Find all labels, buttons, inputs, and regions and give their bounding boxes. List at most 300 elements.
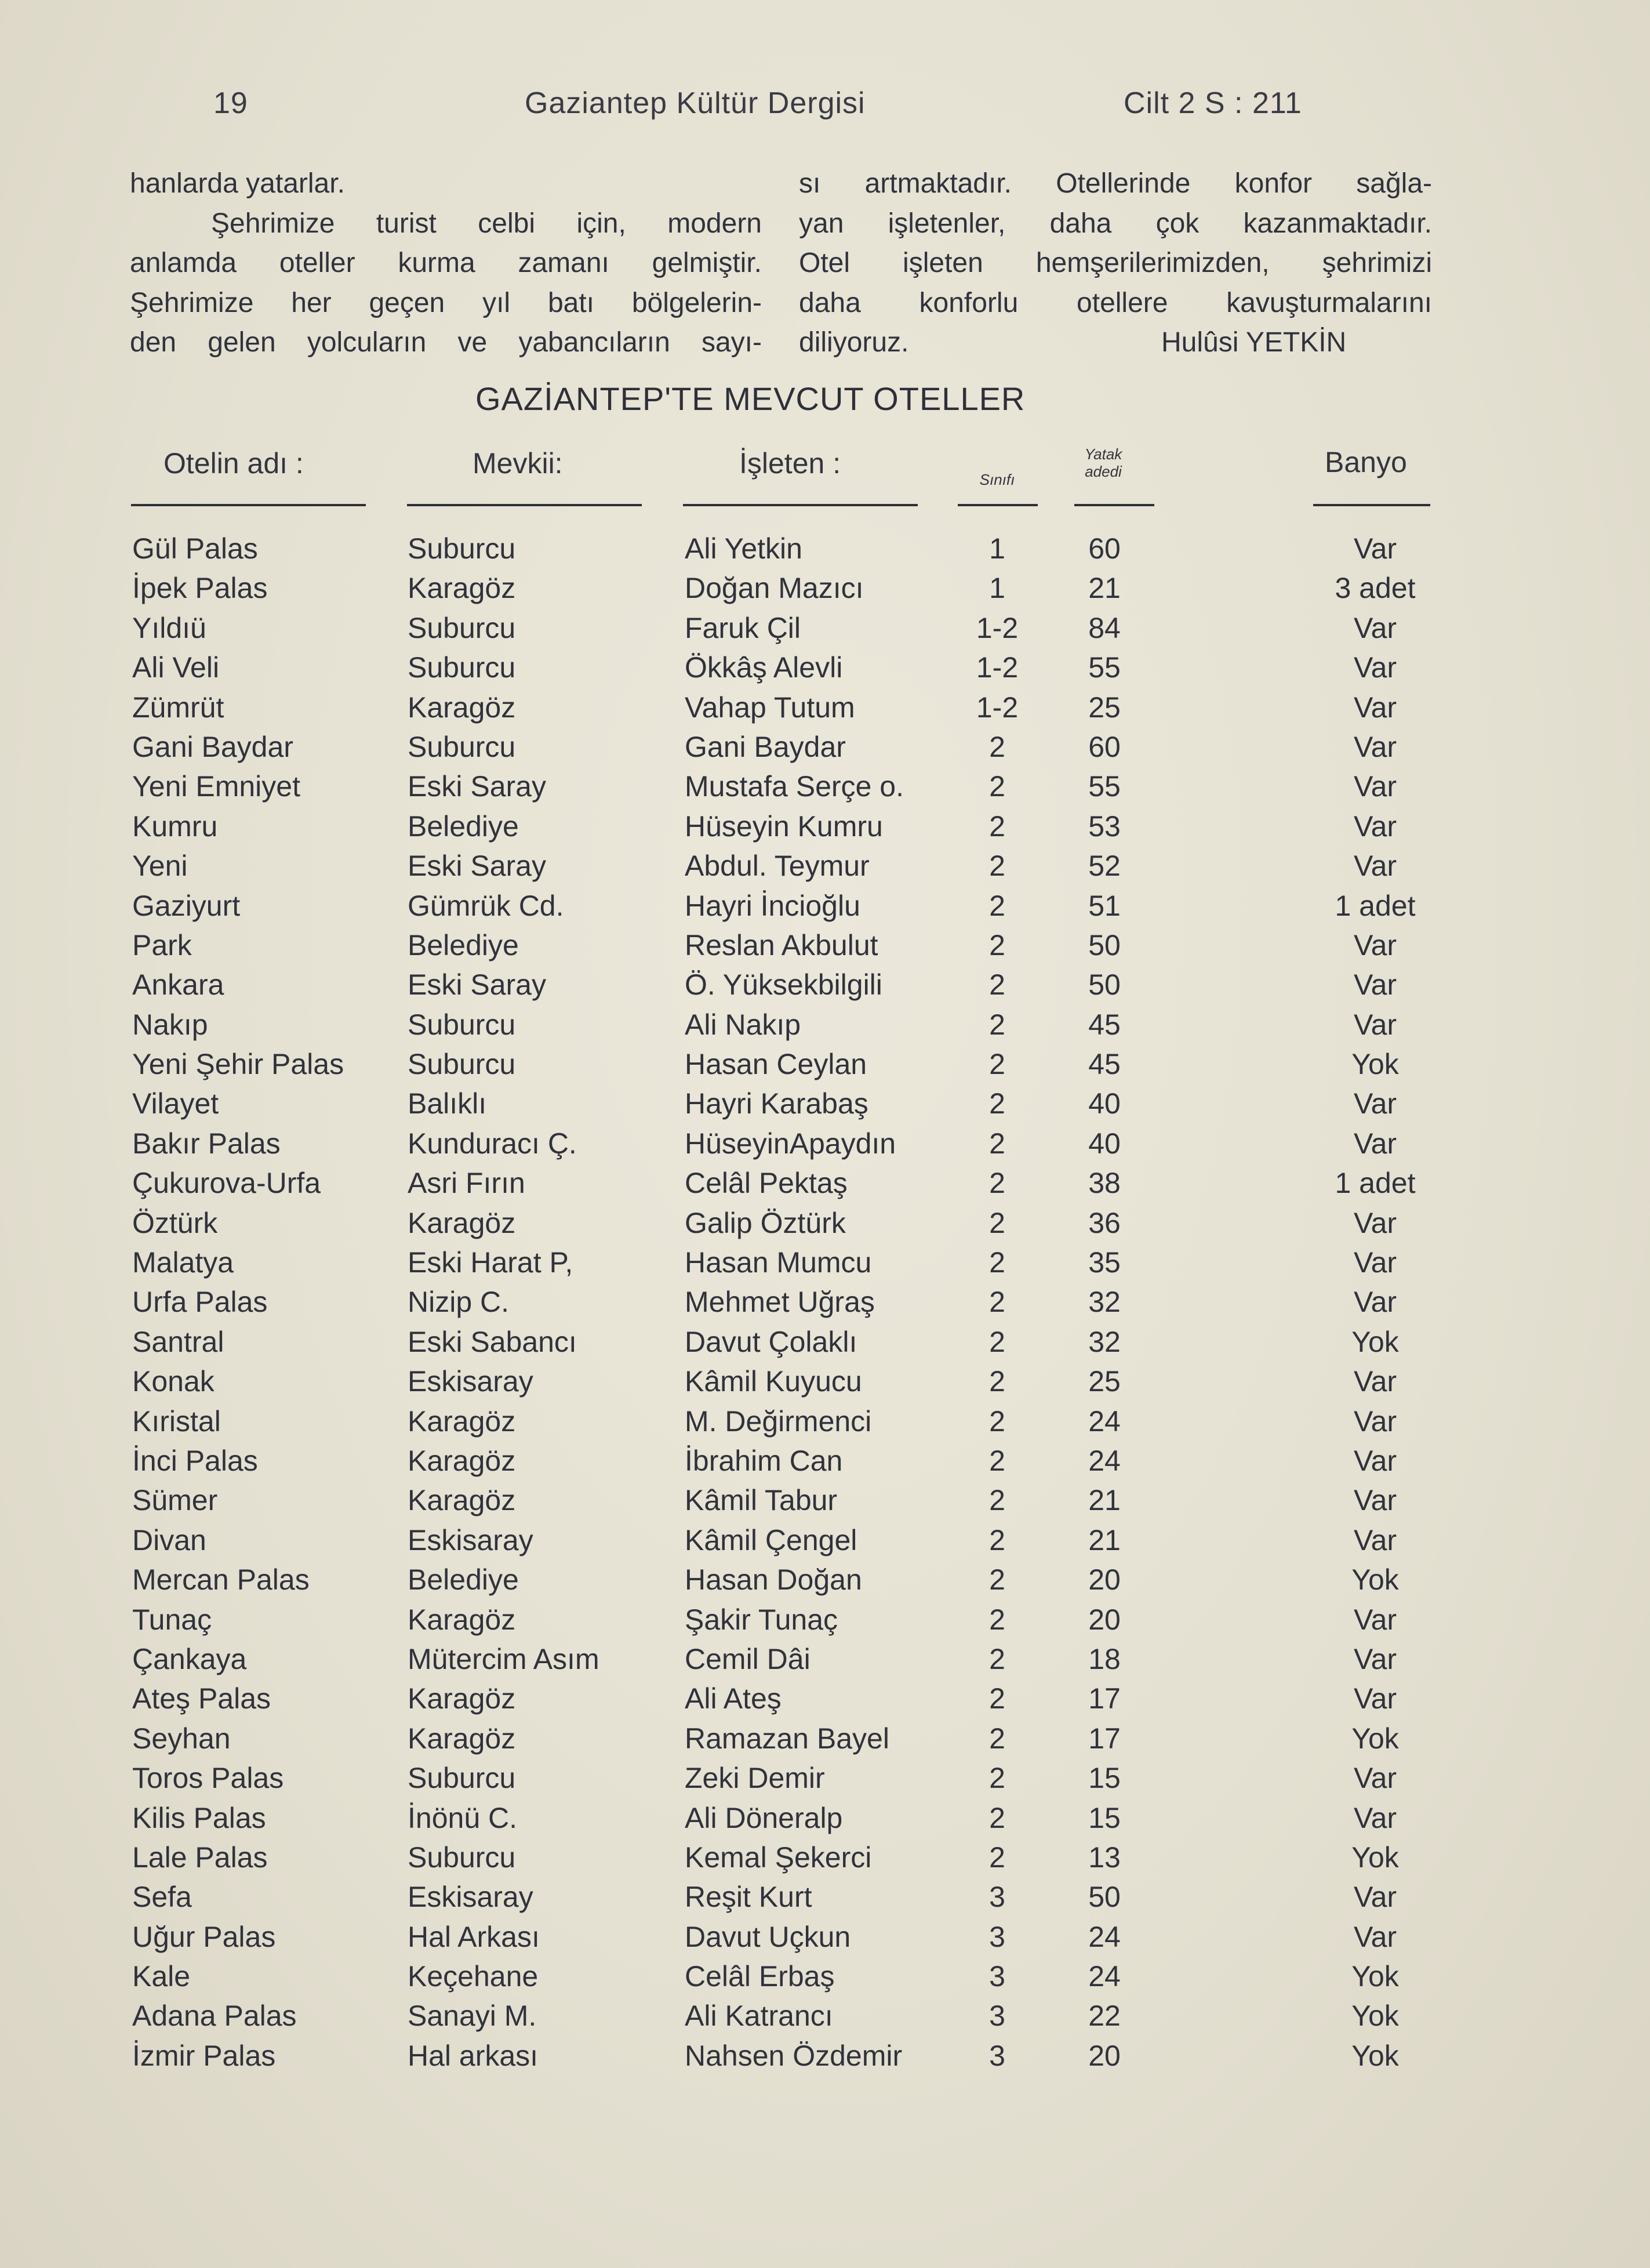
column-header-name: Otelin adı :: [163, 447, 304, 480]
beds-cell: 51: [1088, 889, 1121, 922]
operator-cell: Davut Çolaklı: [685, 1325, 857, 1358]
hotel-name-cell: Yıldıü: [132, 611, 206, 644]
header-rule: [407, 504, 642, 506]
operator-cell: Hüseyin Kumru: [685, 810, 883, 843]
beds-cell: 35: [1088, 1246, 1121, 1279]
hotel-name-cell: Vilayet: [132, 1087, 219, 1120]
bath-cell: Var: [1353, 1444, 1397, 1477]
hotel-table: [0, 529, 1650, 2075]
location-cell: Sanayi M.: [408, 2000, 537, 2033]
location-cell: Suburcu: [408, 611, 516, 644]
operator-cell: Ökkâş Alevli: [685, 651, 843, 684]
location-cell: Gümrük Cd.: [408, 889, 564, 922]
bath-cell: Var: [1353, 1087, 1397, 1120]
table-row: [0, 1838, 1650, 1877]
operator-cell: Ramazan Bayel: [685, 1722, 889, 1755]
class-cell: 2: [989, 1762, 1005, 1795]
bath-cell: Yok: [1351, 1563, 1399, 1596]
bath-cell: Yok: [1351, 1325, 1399, 1358]
class-cell: 2: [989, 1206, 1005, 1239]
hotel-name-cell: Kilis Palas: [132, 1801, 266, 1834]
beds-cell: 84: [1088, 611, 1121, 644]
column-header-class: Sınıfı: [979, 471, 1015, 488]
table-row: [0, 1124, 1650, 1163]
location-cell: Eskisaray: [408, 1523, 533, 1556]
location-cell: Karagöz: [408, 1405, 516, 1438]
beds-cell: 22: [1088, 2000, 1121, 2033]
location-cell: Eskisaray: [408, 1881, 533, 1914]
beds-cell: 25: [1088, 691, 1121, 724]
location-cell: Hal Arkası: [408, 1920, 540, 1953]
hotel-name-cell: Sümer: [132, 1484, 218, 1517]
hotel-name-cell: Divan: [132, 1523, 206, 1556]
operator-cell: Faruk Çil: [685, 611, 801, 644]
class-cell: 2: [989, 889, 1005, 922]
volume-info: Cilt 2 S : 211: [1124, 86, 1302, 120]
operator-cell: Mehmet Uğraş: [685, 1286, 875, 1319]
bath-cell: Var: [1353, 770, 1397, 803]
beds-cell: 45: [1088, 1008, 1121, 1041]
column-header-beds-line1: Yatak: [1084, 445, 1122, 463]
header-rule: [1074, 504, 1154, 506]
operator-cell: Hasan Mumcu: [685, 1246, 872, 1279]
beds-cell: 17: [1088, 1682, 1121, 1715]
hotel-name-cell: İzmir Palas: [132, 2039, 276, 2072]
hotel-name-cell: Zümrüt: [132, 691, 224, 724]
class-cell: 3: [989, 1960, 1005, 1993]
operator-cell: Ali Yetkin: [685, 532, 802, 565]
table-row: [0, 1282, 1650, 1322]
operator-cell: Şakir Tunaç: [685, 1603, 838, 1636]
beds-cell: 45: [1088, 1048, 1121, 1081]
table-row: [0, 608, 1650, 648]
location-cell: Karagöz: [408, 1206, 516, 1239]
operator-cell: Celâl Erbaş: [685, 1960, 835, 1993]
location-cell: Hal arkası: [408, 2039, 539, 2072]
bath-cell: Var: [1353, 651, 1397, 684]
location-cell: Karagöz: [408, 1444, 516, 1477]
table-row: [0, 568, 1650, 608]
location-cell: Nizip C.: [408, 1286, 510, 1319]
location-cell: Eski Saray: [408, 850, 546, 883]
location-cell: Keçehane: [408, 1960, 539, 1993]
bath-cell: Yok: [1351, 1722, 1399, 1755]
class-cell: 2: [989, 1127, 1005, 1160]
location-cell: Eski Saray: [408, 968, 546, 1001]
hotel-name-cell: Ateş Palas: [132, 1682, 271, 1715]
location-cell: Suburcu: [408, 651, 516, 684]
hotel-name-cell: Kale: [132, 1960, 191, 1993]
bath-cell: Yok: [1351, 2039, 1399, 2072]
operator-cell: Abdul. Teymur: [685, 850, 870, 883]
beds-cell: 36: [1088, 1206, 1121, 1239]
bath-cell: Var: [1353, 1484, 1397, 1517]
operator-cell: Mustafa Serçe o.: [685, 770, 904, 803]
hotel-name-cell: Seyhan: [132, 1722, 231, 1755]
location-cell: Suburcu: [408, 1048, 516, 1081]
intro-line: hanlarda yatarlar.: [130, 168, 345, 199]
beds-cell: 40: [1088, 1087, 1121, 1120]
hotel-name-cell: Santral: [132, 1325, 224, 1358]
location-cell: Karagöz: [408, 1484, 516, 1517]
intro-line: Şehrimize her geçen yıl batı bölgelerin-: [130, 287, 762, 318]
operator-cell: İbrahim Can: [685, 1444, 843, 1477]
author-signature: Hulûsi YETKİN: [1161, 327, 1347, 358]
bath-cell: Var: [1353, 730, 1397, 763]
intro-line: [799, 323, 1432, 363]
beds-cell: 13: [1088, 1841, 1121, 1874]
table-row: [0, 1758, 1650, 1798]
intro-line: sı artmaktadır. Otellerinde konfor sağla-: [799, 168, 1432, 199]
bath-cell: Var: [1353, 1365, 1397, 1398]
location-cell: Suburcu: [408, 730, 516, 763]
operator-cell: Kâmil Kuyucu: [685, 1365, 862, 1398]
operator-cell: Ali Katrancı: [685, 2000, 833, 2033]
bath-cell: Var: [1353, 1801, 1397, 1834]
table-row: [0, 1917, 1650, 1957]
location-cell: Suburcu: [408, 1841, 516, 1874]
table-row: [0, 1005, 1650, 1044]
bath-cell: Var: [1353, 1246, 1397, 1279]
bath-cell: Var: [1353, 1286, 1397, 1319]
class-cell: 2: [989, 730, 1005, 763]
table-row: [0, 1639, 1650, 1679]
operator-cell: Kemal Şekerci: [685, 1841, 872, 1874]
table-row: [0, 2036, 1650, 2075]
class-cell: 2: [989, 770, 1005, 803]
table-row: [0, 846, 1650, 886]
hotel-name-cell: Kıristal: [132, 1405, 221, 1438]
beds-cell: 50: [1088, 928, 1121, 961]
hotel-name-cell: Çankaya: [132, 1642, 247, 1675]
table-row: [0, 1679, 1650, 1718]
location-cell: Belediye: [408, 928, 519, 961]
class-cell: 2: [989, 850, 1005, 883]
location-cell: Karagöz: [408, 1682, 516, 1715]
table-row: [0, 1362, 1650, 1401]
table-row: [0, 1243, 1650, 1282]
location-cell: Karagöz: [408, 572, 516, 605]
class-cell: 2: [989, 1801, 1005, 1834]
operator-cell: Cemil Dâi: [685, 1642, 811, 1675]
bath-cell: Var: [1353, 928, 1397, 961]
beds-cell: 60: [1088, 730, 1121, 763]
class-cell: 2: [989, 1484, 1005, 1517]
class-cell: 2: [989, 1722, 1005, 1755]
bath-cell: Var: [1353, 1881, 1397, 1914]
class-cell: 1: [989, 572, 1005, 605]
bath-cell: 1 adet: [1335, 889, 1416, 922]
beds-cell: 21: [1088, 572, 1121, 605]
class-cell: 2: [989, 1603, 1005, 1636]
header-rule: [683, 504, 918, 506]
class-cell: 2: [989, 928, 1005, 961]
class-cell: 2: [989, 1444, 1005, 1477]
column-header-bath: Banyo: [1325, 446, 1407, 478]
beds-cell: 15: [1088, 1762, 1121, 1795]
class-cell: 1-2: [976, 651, 1019, 684]
class-cell: 2: [989, 1325, 1005, 1358]
table-row: [0, 529, 1650, 568]
beds-cell: 21: [1088, 1523, 1121, 1556]
class-cell: 2: [989, 1008, 1005, 1041]
beds-cell: 20: [1088, 2039, 1121, 2072]
hotel-name-cell: Adana Palas: [132, 2000, 297, 2033]
table-row: [0, 1441, 1650, 1480]
table-row: [0, 1203, 1650, 1243]
table-row: [0, 1402, 1650, 1441]
table-row: [0, 965, 1650, 1004]
column-header-beds-line2: adedi: [1085, 463, 1122, 480]
hotel-name-cell: Gaziyurt: [132, 889, 241, 922]
location-cell: İnönü C.: [408, 1801, 518, 1834]
class-cell: 2: [989, 1682, 1005, 1715]
hotel-name-cell: Park: [132, 928, 192, 961]
beds-cell: 40: [1088, 1127, 1121, 1160]
hotel-name-cell: Tunaç: [132, 1603, 212, 1636]
intro-line: Şehrimize turist celbi için, modern: [211, 208, 762, 239]
hotel-name-cell: Malatya: [132, 1246, 234, 1279]
table-row: [0, 886, 1650, 926]
location-cell: Suburcu: [408, 1762, 516, 1795]
class-cell: 2: [989, 1087, 1005, 1120]
operator-cell: Galip Öztürk: [685, 1206, 846, 1239]
beds-cell: 21: [1088, 1484, 1121, 1517]
bath-cell: Var: [1353, 1682, 1397, 1715]
page-number: 19: [213, 86, 248, 120]
intro-line: yan işletenler, daha çok kazanmaktadır.: [799, 208, 1432, 239]
class-cell: 2: [989, 1048, 1005, 1081]
operator-cell: Ali Döneralp: [685, 1801, 843, 1834]
hotel-name-cell: Ali Veli: [132, 651, 220, 684]
class-cell: 1: [989, 532, 1005, 565]
class-cell: 3: [989, 1881, 1005, 1914]
location-cell: Karagöz: [408, 1603, 516, 1636]
location-cell: Suburcu: [408, 532, 516, 565]
bath-cell: Var: [1353, 532, 1397, 565]
location-cell: Eski Saray: [408, 770, 546, 803]
hotel-name-cell: Urfa Palas: [132, 1286, 268, 1319]
header-rule: [131, 504, 366, 506]
beds-cell: 24: [1088, 1960, 1121, 1993]
beds-cell: 52: [1088, 850, 1121, 883]
beds-cell: 53: [1088, 810, 1121, 843]
operator-cell: Ali Nakıp: [685, 1008, 801, 1041]
operator-cell: HüseyinApaydın: [685, 1127, 896, 1160]
hotel-name-cell: Lale Palas: [132, 1841, 268, 1874]
location-cell: Belediye: [408, 1563, 519, 1596]
table-row: [0, 926, 1650, 965]
table-row: [0, 1084, 1650, 1123]
location-cell: Karagöz: [408, 1722, 516, 1755]
bath-cell: Var: [1353, 1523, 1397, 1556]
bath-cell: 1 adet: [1335, 1167, 1416, 1200]
hotel-name-cell: Gül Palas: [132, 532, 258, 565]
bath-cell: Var: [1353, 1127, 1397, 1160]
class-cell: 3: [989, 2000, 1005, 2033]
operator-cell: M. Değirmenci: [685, 1405, 872, 1438]
bath-cell: Var: [1353, 968, 1397, 1001]
column-header-beds: [1071, 445, 1135, 480]
table-row: [0, 1600, 1650, 1639]
column-header-operator: İşleten :: [739, 447, 841, 480]
operator-cell: Hasan Ceylan: [685, 1048, 867, 1081]
operator-cell: Reşit Kurt: [685, 1881, 812, 1914]
operator-cell: Hayri Karabaş: [685, 1087, 868, 1120]
beds-cell: 17: [1088, 1722, 1121, 1755]
table-row: [0, 1044, 1650, 1084]
location-cell: Belediye: [408, 810, 519, 843]
beds-cell: 24: [1088, 1405, 1121, 1438]
location-cell: Suburcu: [408, 1008, 516, 1041]
location-cell: Asri Fırın: [408, 1167, 525, 1200]
operator-cell: Reslan Akbulut: [685, 928, 878, 961]
class-cell: 2: [989, 1365, 1005, 1398]
table-row: [0, 1163, 1650, 1203]
location-cell: Kunduracı Ç.: [408, 1127, 577, 1160]
operator-cell: Ö. Yüksekbilgili: [685, 968, 882, 1001]
operator-cell: Hasan Doğan: [685, 1563, 862, 1596]
operator-cell: Zeki Demir: [685, 1762, 825, 1795]
hotel-name-cell: İnci Palas: [132, 1444, 258, 1477]
intro-right-column: [799, 164, 1432, 363]
intro-line: anlamda oteller kurma zamanı gelmiştir.: [130, 248, 762, 278]
bath-cell: Var: [1353, 611, 1397, 644]
operator-cell: Kâmil Tabur: [685, 1484, 838, 1517]
class-cell: 2: [989, 1286, 1005, 1319]
table-row: [0, 1480, 1650, 1520]
location-cell: Eski Sabancı: [408, 1325, 577, 1358]
hotel-name-cell: Bakır Palas: [132, 1127, 281, 1160]
bath-cell: Yok: [1351, 1960, 1399, 1993]
hotel-name-cell: Yeni Emniyet: [132, 770, 300, 803]
table-row: [0, 1996, 1650, 2035]
beds-cell: 32: [1088, 1286, 1121, 1319]
class-cell: 2: [989, 1405, 1005, 1438]
class-cell: 1-2: [976, 611, 1019, 644]
location-cell: Eskisaray: [408, 1365, 533, 1398]
class-cell: 2: [989, 1563, 1005, 1596]
beds-cell: 55: [1088, 770, 1121, 803]
hotel-name-cell: Kumru: [132, 810, 218, 843]
class-cell: 2: [989, 1523, 1005, 1556]
bath-cell: Var: [1353, 1405, 1397, 1438]
operator-cell: Ali Ateş: [685, 1682, 782, 1715]
hotel-name-cell: Yeni Şehir Palas: [132, 1048, 344, 1081]
table-row: [0, 1560, 1650, 1599]
hotel-name-cell: Nakıp: [132, 1008, 208, 1041]
hotel-name-cell: Çukurova-Urfa: [132, 1167, 321, 1200]
table-row: [0, 727, 1650, 767]
table-row: [0, 1521, 1650, 1560]
beds-cell: 20: [1088, 1563, 1121, 1596]
bath-cell: Var: [1353, 1603, 1397, 1636]
beds-cell: 25: [1088, 1365, 1121, 1398]
hotel-name-cell: Mercan Palas: [132, 1563, 310, 1596]
beds-cell: 50: [1088, 1881, 1121, 1914]
bath-cell: Var: [1353, 1762, 1397, 1795]
beds-cell: 24: [1088, 1920, 1121, 1953]
beds-cell: 15: [1088, 1801, 1121, 1834]
table-row: [0, 807, 1650, 846]
operator-cell: Celâl Pektaş: [685, 1167, 848, 1200]
hotel-name-cell: Konak: [132, 1365, 215, 1398]
operator-cell: Hayri İncioğlu: [685, 889, 860, 922]
hotel-name-cell: Ankara: [132, 968, 224, 1001]
bath-cell: Var: [1353, 810, 1397, 843]
hotel-name-cell: Yeni: [132, 850, 188, 883]
bath-cell: Var: [1353, 1642, 1397, 1675]
table-row: [0, 1322, 1650, 1362]
class-cell: 2: [989, 1167, 1005, 1200]
beds-cell: 32: [1088, 1325, 1121, 1358]
bath-cell: Var: [1353, 1206, 1397, 1239]
beds-cell: 18: [1088, 1642, 1121, 1675]
operator-cell: Doğan Mazıcı: [685, 572, 864, 605]
bath-cell: Var: [1353, 850, 1397, 883]
intro-line: Otel işleten hemşerilerimizden, şehrimizi: [799, 248, 1432, 278]
table-row: [0, 767, 1650, 806]
intro-line: daha konforlu otellere kavuşturmalarını: [799, 287, 1432, 318]
location-cell: Karagöz: [408, 691, 516, 724]
operator-cell: Kâmil Çengel: [685, 1523, 857, 1556]
beds-cell: 20: [1088, 1603, 1121, 1636]
class-cell: 1-2: [976, 691, 1019, 724]
header-rule: [958, 504, 1038, 506]
hotel-name-cell: Gani Baydar: [132, 730, 293, 763]
hotel-name-cell: İpek Palas: [132, 572, 268, 605]
class-cell: 2: [989, 1246, 1005, 1279]
class-cell: 2: [989, 810, 1005, 843]
operator-cell: Davut Uçkun: [685, 1920, 851, 1953]
journal-title: Gaziantep Kültür Dergisi: [525, 86, 866, 120]
bath-cell: Var: [1353, 1008, 1397, 1041]
hotel-name-cell: Sefa: [132, 1881, 192, 1914]
table-row: [0, 1798, 1650, 1838]
intro-closing: diliyoruz.: [799, 327, 909, 358]
table-row: [0, 688, 1650, 727]
intro-line: den gelen yolcuların ve yabancıların sayı-: [130, 327, 762, 358]
hotel-name-cell: Toros Palas: [132, 1762, 284, 1795]
bath-cell: Yok: [1351, 2000, 1399, 2033]
hotel-name-cell: Öztürk: [132, 1206, 218, 1239]
class-cell: 2: [989, 1841, 1005, 1874]
bath-cell: Var: [1353, 691, 1397, 724]
header-rule: [1313, 504, 1430, 506]
beds-cell: 60: [1088, 532, 1121, 565]
location-cell: Eski Harat P,: [408, 1246, 573, 1279]
operator-cell: Nahsen Özdemir: [685, 2039, 903, 2072]
class-cell: 2: [989, 968, 1005, 1001]
location-cell: Mütercim Asım: [408, 1642, 599, 1675]
bath-cell: 3 adet: [1335, 572, 1416, 605]
class-cell: 3: [989, 1920, 1005, 1953]
bath-cell: Yok: [1351, 1841, 1399, 1874]
class-cell: 2: [989, 1642, 1005, 1675]
beds-cell: 38: [1088, 1167, 1121, 1200]
bath-cell: Var: [1353, 1920, 1397, 1953]
column-header-location: Mevkii:: [473, 447, 563, 480]
beds-cell: 55: [1088, 651, 1121, 684]
table-row: [0, 648, 1650, 687]
table-row: [0, 1877, 1650, 1917]
operator-cell: Gani Baydar: [685, 730, 846, 763]
table-row: [0, 1957, 1650, 1996]
class-cell: 3: [989, 2039, 1005, 2072]
bath-cell: Yok: [1351, 1048, 1399, 1081]
beds-cell: 50: [1088, 968, 1121, 1001]
table-row: [0, 1719, 1650, 1758]
